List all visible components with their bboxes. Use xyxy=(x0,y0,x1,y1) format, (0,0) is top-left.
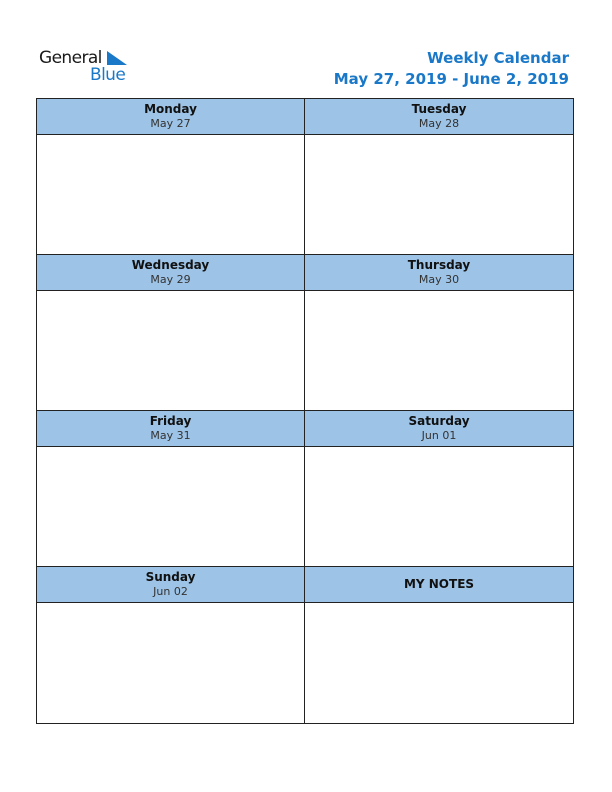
day-name: Thursday xyxy=(407,258,471,272)
logo-triangle-icon xyxy=(107,51,127,65)
day-name: Friday xyxy=(149,414,192,428)
notes-area[interactable] xyxy=(305,603,573,723)
day-notes-area[interactable] xyxy=(305,135,573,254)
day-date: May 29 xyxy=(150,273,191,286)
day-cell-friday xyxy=(37,411,305,567)
day-header xyxy=(305,255,573,291)
day-date: May 28 xyxy=(418,117,460,130)
day-cell-monday xyxy=(37,99,305,255)
calendar-title: Weekly Calendar xyxy=(427,49,569,67)
day-notes-area[interactable] xyxy=(37,447,304,566)
day-notes-area[interactable] xyxy=(305,291,573,410)
day-header xyxy=(305,411,573,447)
day-header xyxy=(37,99,304,135)
day-cell-sunday xyxy=(37,567,305,723)
day-notes-area[interactable] xyxy=(37,291,304,410)
day-notes-area[interactable] xyxy=(305,447,573,566)
day-header xyxy=(37,567,304,603)
day-date: Jun 02 xyxy=(153,585,188,598)
day-name: Saturday xyxy=(408,414,470,428)
day-cell-saturday xyxy=(305,411,573,567)
day-date: May 31 xyxy=(150,429,191,442)
day-date: May 30 xyxy=(418,273,460,286)
notes-header xyxy=(305,567,573,603)
day-header xyxy=(37,411,304,447)
day-date: Jun 01 xyxy=(421,429,457,442)
notes-label: MY NOTES xyxy=(403,577,475,591)
calendar-date-range: May 27, 2019 - June 2, 2019 xyxy=(333,70,569,88)
weekly-calendar-grid xyxy=(36,98,574,724)
day-cell-tuesday xyxy=(305,99,573,255)
day-name: Monday xyxy=(144,102,197,116)
day-name: Tuesday xyxy=(411,102,467,116)
logo-word-general: General xyxy=(39,48,102,68)
calendar-title-block xyxy=(334,48,569,89)
day-cell-wednesday xyxy=(37,255,305,411)
day-notes-area[interactable] xyxy=(37,135,304,254)
day-cell-thursday xyxy=(305,255,573,411)
day-name: Sunday xyxy=(145,570,196,584)
day-name: Wednesday xyxy=(131,258,210,272)
general-blue-logo xyxy=(39,48,139,88)
day-header xyxy=(37,255,304,291)
day-date: May 27 xyxy=(150,117,191,130)
day-header xyxy=(305,99,573,135)
my-notes-cell xyxy=(305,567,573,723)
day-notes-area[interactable] xyxy=(37,603,304,723)
logo-word-blue: Blue xyxy=(90,65,126,85)
